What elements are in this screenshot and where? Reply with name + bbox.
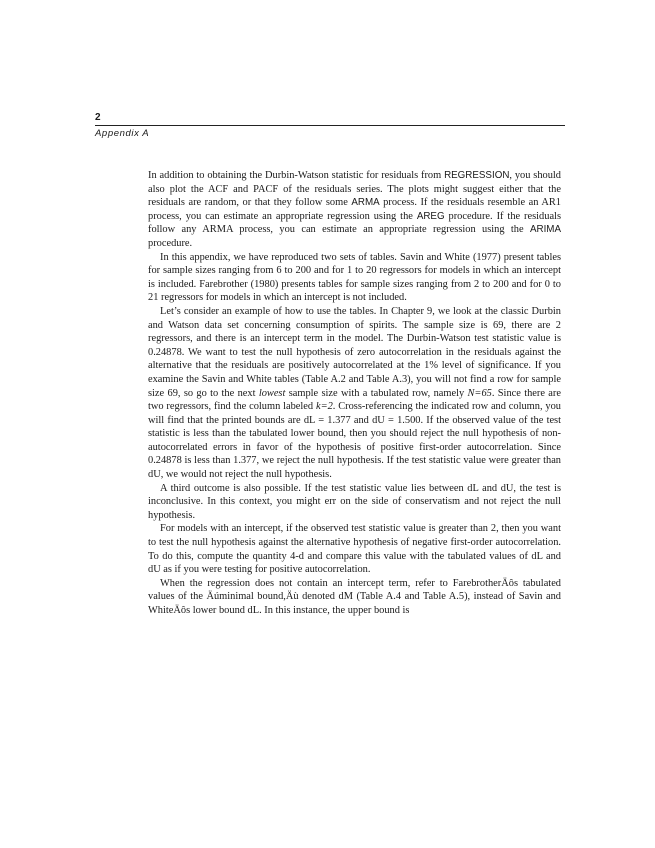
procedure-name: ARIMA bbox=[529, 224, 561, 236]
procedure-name: AREG bbox=[416, 210, 445, 222]
paragraph-4: A third outcome is also possible. If the test statistic value lies between dL and dU, the test is inconclusive. In this context, you might err on the side of conservatism and not reject the null hypothesis. bbox=[148, 482, 561, 521]
procedure-name: ARMA bbox=[351, 197, 380, 209]
page-number: 2 bbox=[95, 112, 101, 123]
body-text bbox=[148, 169, 561, 618]
running-header bbox=[95, 112, 565, 124]
paragraph-1: In addition to obtaining the Durbin-Watson statistic for residuals from REGRESSION, you should also plot the ACF and PACF of the residuals series. The plots might suggest either that the residuals are random, or that they follow some ARMA process. If the residuals resemble an AR1 process, you can estimate an appropriate regression using the AREG procedure. If the residuals follow any ARMA process, you can estimate an appropriate regression using the ARIMA procedure. bbox=[148, 170, 561, 249]
header-rule bbox=[95, 125, 565, 126]
procedure-name: REGRESSION bbox=[444, 170, 510, 181]
paragraph-3: Let’s consider an example of how to use the tables. In Chapter 9, we look at the classic Durbin and Watson data set concerning consumption of spirits. The sample size is 69, there are 2 regressors, and there is an intercept term in the model. The Durbin-Watson test statistic value is 0.24878. We want to test the null hypothesis of zero autocorrelation in the residuals against the alternative that the residuals are positively autocorrelated at the 1% level of significance. If you examine the Savin and White tables (Table A.2 and Table A.3), you will not find a row for sample size 69, so go to the next lowest sample size with a tabulated row, namely N=65. Since there are two regressors, find the column labeled k=2. Cross-referencing the indicated row and column, you will find that the printed bounds are dL = 1.377 and dU = 1.500. If the observed value of the test statistic is less than the tabulated lower bound, then you should reject the null hypothesis of non-autocorrelated errors in favor of the hypothesis of positive first-order autocorrelation. Since 0.24878 is less than 1.377, we reject the null hypothesis. If the test statistic value were greater than dU, we would not reject the null hypothesis. bbox=[148, 305, 561, 481]
paragraph-2: In this appendix, we have reproduced two sets of tables. Savin and White (1977) present tables for sample sizes ranging from 6 to 200 and for 1 to 20 regressors for models in which an intercept is included. Farebrother (1980) presents tables for sample sizes ranging from 2 to 200 and for 0 to 21 regressors for models in which an intercept is not included. bbox=[148, 251, 561, 304]
section-title: Appendix A bbox=[95, 128, 150, 139]
emphasis: lowest bbox=[258, 387, 286, 399]
paragraph-5: For models with an intercept, if the observed test statistic value is greater than 2, then you want to test the null hypothesis against the alternative hypothesis of negative first-order autocorrelation. To do this, compute the quantity 4-d and compare this value with the tabulated values of dL and dU as if you were testing for positive autocorrelation. bbox=[148, 523, 561, 576]
emphasis: k=2 bbox=[315, 401, 333, 413]
emphasis: N=65 bbox=[467, 387, 492, 399]
paragraph-6: When the regression does not contain an intercept term, refer to FarebrotherÄôs tabulated values of the Äúminimal bound,Äù denoted dM (Table A.4 and Table A.5), instead of Savin and WhiteÄôs lower bound dL. In this instance, the upper bound is bbox=[148, 577, 561, 616]
